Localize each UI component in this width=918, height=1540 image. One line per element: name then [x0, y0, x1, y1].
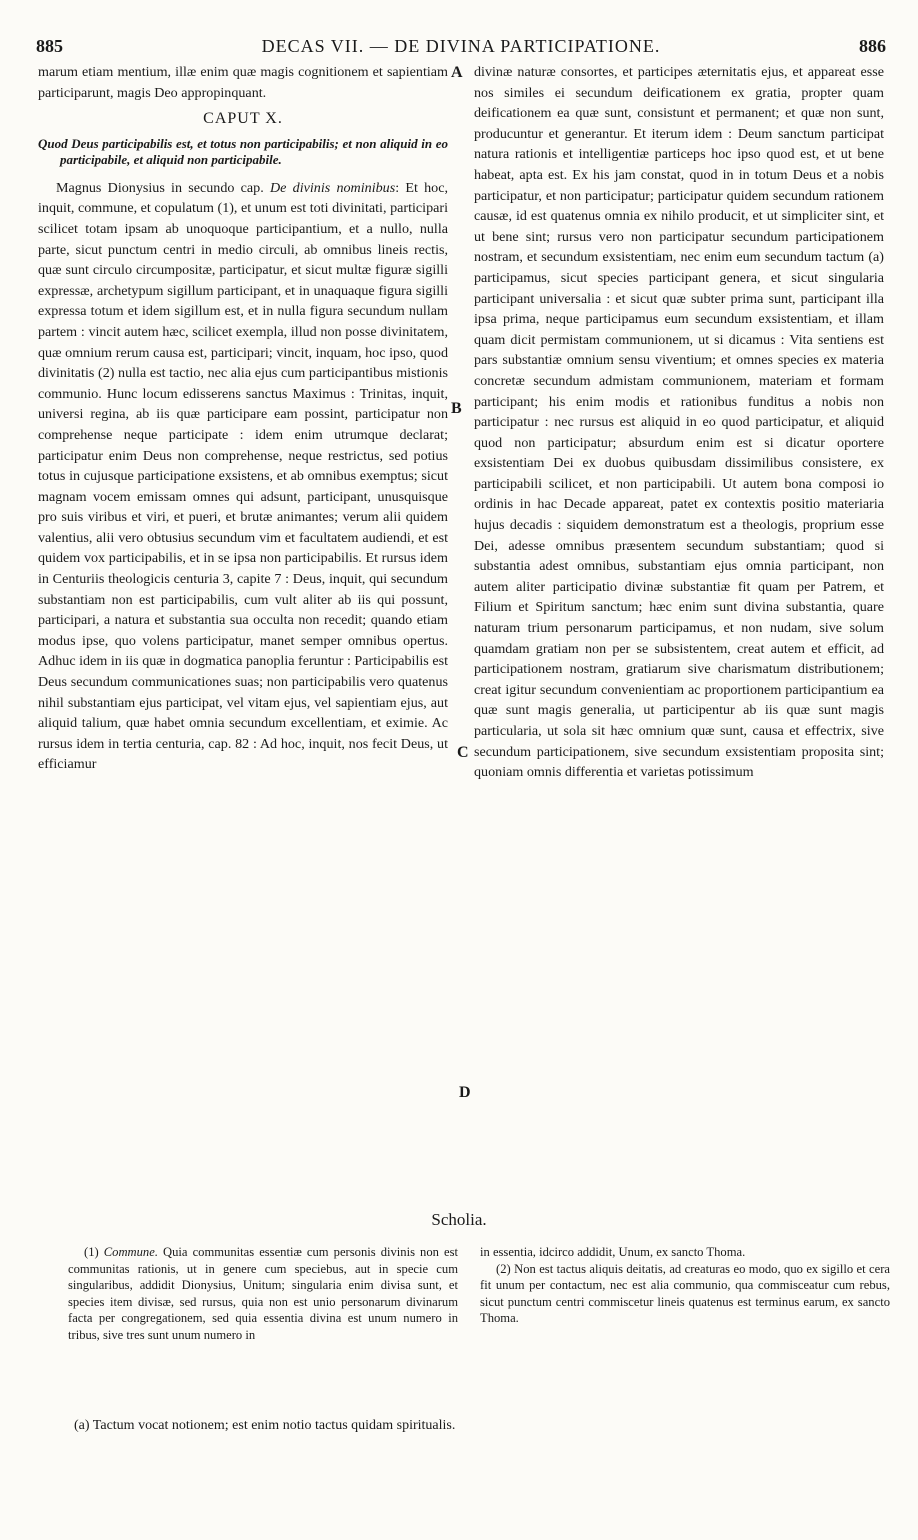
margin-letter-c: C — [457, 744, 469, 761]
left-column — [38, 62, 448, 775]
chapter-summary: Quod Deus participabilis est, et totus non participabilis; et non aliquid in eo participabile, et aliquid non participabile. — [38, 135, 448, 167]
scholion-2: (2) Non est tactus aliquis deitatis, ad creaturas eo modo, quo ex sigillo et cera fit unum per contactum, nec est alia communio, qua commisceatur cum rebus, sicut punctum centri commiscetur lineis quatenus est terminus earum, ex sancto Thoma. — [480, 1261, 890, 1326]
chapter-heading: CAPUT X. — [203, 110, 283, 128]
intro-paragraph: marum etiam mentium, illæ enim quæ magis cognitionem et sapientiam participarunt, magis Deo appropinquant. — [38, 64, 448, 101]
scholia-right-column — [480, 1244, 890, 1327]
running-header — [36, 36, 886, 60]
scholion-1-text: Quia communitas essentiæ cum personis divinis non est communitas rationis, ut in genere cum speciebus, aut in specie cum singularibus, addidit Dionysius, Unitum; singularia enim divisa sunt, et species item divisæ, sed rursus, quia non est unio personarum divinarum facta per congregationem, sed quia essentia divina est unum numero in tribus, sive tres sunt unum numero in — [68, 1245, 458, 1342]
margin-letter-d: D — [459, 1084, 471, 1101]
scholion-1-number: (1) — [84, 1245, 99, 1259]
footnote-a: (a) Tactum vocat notionem; est enim notio tactus quidam spiritualis. — [74, 1418, 456, 1433]
scholion-1-lemma: Commune. — [103, 1245, 158, 1259]
scholion-1-continued: in essentia, idcirco addidit, Unum, ex sancto Thoma. — [480, 1245, 746, 1259]
body-paragraph — [38, 178, 448, 775]
page-number-left: 885 — [36, 36, 63, 56]
body-start: Magnus Dionysius in secundo cap. — [56, 179, 264, 196]
scholion-1 — [68, 1244, 458, 1344]
running-title: DECAS VII. — DE DIVINA PARTICIPATIONE. — [261, 36, 661, 56]
page-number-right: 886 — [859, 36, 886, 56]
body-rest: : Et hoc, inquit, commune, et copulatum (1), et unum est toti divinitati, participari scilicet totam ipsam ab unoquoque participantium, et a nullo, nulla parte, sicut punctum centri in medio circuli, ab omnibus lineis rectis, quæ sunt circulo circumpositæ, participatur, et sicut multæ figuræ sigilli expressæ, archetypum sigillum participant, et in unaquaque figura sigilli expressa totum et idem sigillum est, et in nulla figura secundum nullam partem : vincit autem hæc, scilicet exempla, illud non posse divinitatem, quæ omnium rerum causa est, participari; vincit, inquam, hoc ipso, quod divinitatis (2) nulla est tactio, nec alia ejus cum participantibus mistionis communio. Hunc locum edisserens sanctus Maximus : Trinitas, inquit, universi regina, ab iis quæ participare eam possint, participatur non comprehense neque participate : idem enim utrumque declarat; participatur enim Deus non comprehense, neque restrictus, sed potius totus in cujusque participatione exsistens, et ab omnibus exemptus; sicut magnam vocem emissam omnes qui adsunt, participant, unusquisque pro suis viribus et viri, et pueri, et brutæ animantes; verum alii quidem valentius, alii vero obtusius secundum vim et facultatem audiendi, et est quidem vox participabilis, et in se ipsa non participabilis. Et rursus idem in Centuriis theologicis centuria 3, capite 7 : Deus, inquit, qui secundum substantiam non est participabilis, cum vult aliter ab iis qui possunt, participari, a natura et substantia sua occulta non recedit; quando etiam modus ipse, quo volens participatur, manet semper omnibus opertus. Adhuc idem in iis quæ in dogmatica panoplia feruntur : Participabilis est Deus secundum communicationes suas; non participabilis vero quatenus nihil substantiam ejus participat, vel vitam ejus, vel sapientiam ejus, aut aliquid talium, quæ habet omnia secundum excellentiam, et eximie. Ac rursus idem in tertia centuria, cap. 82 : Ad hoc, inquit, nos fecit Deus, ut efficiamur — [38, 179, 448, 773]
scholia-heading: Scholia. — [431, 1210, 487, 1229]
margin-letter-b: B — [451, 400, 462, 417]
scholia-left-column — [68, 1244, 458, 1344]
right-body-paragraph: divinæ naturæ consortes, et participes æternitatis ejus, et appareat esse nos similes ei secundum deificationem ex gratia, propter quam deificationem ea quæ sunt, consistunt et permanent; et quæ non sunt, producuntur et generantur. Et iterum idem : Deum sanctum participat natura rationis et intelligentiæ particeps hoc ipso quod est, et ut bene habeat, apta est. Ex his jam constat, quod in in totum Deus et a nobis participatur, et non participatur; participatur quidem secundum rationem causæ, id est quatenus omnia ex nihilo producit, et ut simpliciter sint, et ut bene sint; rursus vero non participatur secundum participationem nostram, et secundum exsistentiam, nec enim eum secundum tactum (a) participamus, sicut species participant genera, et sicut singularia participant universalia : et sicut quæ subter prima sunt, participant illa ipsa prima, neque participamus eum secundum exsistentiam, et illam quam dicit permistam communionem, ut si dicamus : Vita sentiens est pars substantiæ omnium sensu viventium; et omnes species ex materia concretæ secundum admistam communionem, materiam et formam participant; his enim modis et rationibus funditus a nobis non participatur : nec rursus est aliquid in eo quod participatur, et aliquid quod non participatur; absurdum enim est si dicatur oportere exsistentiam Dei ex duobus quibusdam dissimilibus consistere, ex participabili scilicet, et non participabili. Ut autem bona composi io ordinis in hac Decade appareat, patet ex contextis positio materiaria hujus decadis : siquidem demonstratum est a theologis, proprium esse Dei, adesse omnibus præsentem secundum substantiam; quod si substantia adest omnibus, substantiam ejus omnia participant, non autem aliter participatio divinæ substantiæ fit quam per Patrem, et Filium et Spiritum sanctum; hæc enim sunt divina substantia, quare naturam trium personarum participamus, et non nudam, sive solum quamdam gratiam non per se subsistentem, creat autem et efficit, ad participationem nostram, gratiarum sive charismatum distributionem; creat igitur secundum convenientiam ac proportionem participantium ea quæ sunt magis generalia, ut participentur ab iis quæ sunt magis particularia, ut sola sit hæc omnium quæ sunt, causa et effectrix, sive secundum participationem, sive secundum exsistentiam proposita sint; quoniam omnis differentia et varietas potissimum — [474, 64, 884, 781]
work-title: De divinis nominibus — [269, 179, 396, 196]
right-column — [474, 62, 884, 783]
margin-letter-a: A — [451, 64, 463, 81]
